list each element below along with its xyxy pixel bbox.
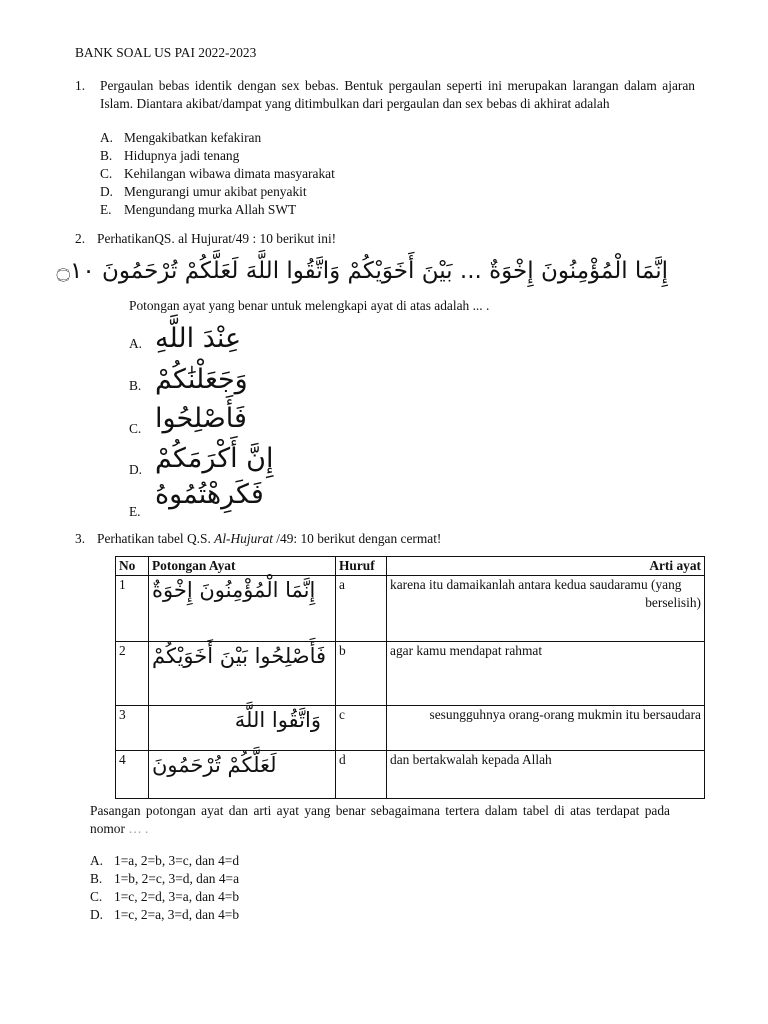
q3-number: 3. — [75, 531, 86, 546]
q1-text: Pergaulan bebas identik dengan sex bebas. Bentuk pergaulan seperti ini merupakan larangan dalam ajaran Islam. Diantara akibat/dampat yang ditimbulkan dari pergaulan dan sex bebas di akhirat adalah — [100, 78, 695, 111]
q2-option-e-letter: E. — [129, 504, 141, 519]
q2-option-b[interactable]: وَجَعَلْنَٰكُمْ — [155, 364, 248, 395]
option-text: Kehilangan wibawa dimata masyarakat — [124, 166, 335, 181]
cell-huruf: d — [336, 751, 387, 799]
q3-option-b[interactable] — [90, 870, 239, 888]
q2-option-a-letter: A. — [129, 336, 143, 351]
cell-arti: agar kamu mendapat rahmat — [387, 642, 705, 706]
option-text: 1=c, 2=d, 3=a, dan 4=b — [114, 889, 240, 904]
header-arti-ayat: Arti ayat — [387, 557, 705, 576]
q3-question-main: Pasangan potongan ayat dan arti ayat yang benar sebagaimana tertera dalam tabel di atas terdapat pada nomor — [90, 803, 670, 836]
q3-text-after: /49: 10 berikut dengan cermat! — [272, 531, 442, 546]
cell-ayat: إِنَّمَا الْمُؤْمِنُونَ إِخْوَةٌ — [152, 578, 316, 602]
q1-option-d[interactable] — [100, 183, 307, 201]
q3-text — [97, 530, 441, 548]
cell-no: 1 — [116, 576, 149, 642]
option-letter: B. — [100, 148, 113, 163]
cell-ayat: فَأَصْلِحُوا بَيْنَ أَخَوَيْكُمْ — [152, 644, 327, 668]
header-huruf: Huruf — [336, 557, 387, 576]
option-letter: D. — [100, 184, 114, 199]
q3-table — [115, 556, 705, 799]
table-row — [116, 751, 705, 799]
q3-text-italic: Al-Hujurat — [214, 531, 273, 546]
option-text: Mengakibatkan kefakiran — [124, 130, 262, 145]
q1-number: 1. — [75, 78, 86, 93]
q3-option-d[interactable] — [90, 906, 239, 924]
cell-no: 4 — [116, 751, 149, 799]
cell-arti: sesungguhnya orang-orang mukmin itu bersaudara — [387, 706, 705, 751]
q2-option-a[interactable]: عِنْدَ اللَّهِ — [155, 323, 242, 354]
q2-number: 2. — [75, 231, 86, 246]
table-row — [116, 706, 705, 751]
option-text: 1=b, 2=c, 3=d, dan 4=a — [114, 871, 240, 886]
cell-ayat: وَاتَّقُوا اللَّهَ — [234, 708, 321, 732]
q2-option-c-letter: C. — [129, 421, 142, 436]
cell-huruf: b — [336, 642, 387, 706]
table-header-row — [116, 557, 705, 576]
cell-arti: dan bertakwalah kepada Allah — [387, 751, 705, 799]
option-text: 1=c, 2=a, 3=d, dan 4=b — [114, 907, 240, 922]
option-letter: B. — [90, 871, 103, 886]
cell-huruf: a — [336, 576, 387, 642]
cell-no: 3 — [116, 706, 149, 751]
option-letter: D. — [90, 907, 104, 922]
option-text: 1=a, 2=b, 3=c, dan 4=d — [114, 853, 240, 868]
q1-option-c[interactable] — [100, 165, 335, 183]
option-letter: E. — [100, 202, 112, 217]
option-letter: A. — [90, 853, 104, 868]
q2-option-b-letter: B. — [129, 378, 142, 393]
q3-option-c[interactable] — [90, 888, 239, 906]
option-text: Hidupnya jadi tenang — [124, 148, 240, 163]
cell-arti: karena itu damaikanlah antara kedua saudaramu (yang berselisih) — [387, 576, 705, 642]
option-letter: C. — [90, 889, 103, 904]
q2-option-e[interactable]: فَكَرِهْتُمُوهُ — [155, 479, 264, 510]
q2-option-d-letter: D. — [129, 462, 143, 477]
q3-option-a[interactable] — [90, 852, 239, 870]
option-letter: A. — [100, 130, 114, 145]
option-letter: C. — [100, 166, 113, 181]
cell-no: 2 — [116, 642, 149, 706]
q2-verse: إِنَّمَا الْمُؤْمِنُونَ إِخْوَةٌ ... بَيْنَ أَخَوَيْكُمْ وَاتَّقُوا اللَّهَ لَعَلَّكُمْ تُرْحَمُونَ ۝١٠ — [56, 258, 668, 284]
q2-option-d[interactable]: إِنَّ أَكْرَمَكُمْ — [155, 443, 274, 474]
cell-ayat: لَعَلَّكُمْ تُرْحَمُونَ — [152, 753, 277, 777]
q2-prompt: Potongan ayat yang benar untuk melengkapi ayat di atas adalah ... . — [129, 298, 490, 313]
q3-question — [90, 802, 670, 838]
q3-text-before: Perhatikan tabel Q.S. — [97, 531, 215, 546]
q1-option-b[interactable] — [100, 147, 239, 165]
cell-huruf: c — [336, 706, 387, 751]
table-row — [116, 642, 705, 706]
header-potongan-ayat: Potongan Ayat — [149, 557, 336, 576]
option-text: Mengurangi umur akibat penyakit — [124, 184, 307, 199]
q1-option-a[interactable] — [100, 129, 261, 147]
q3-question-dots: … . — [124, 821, 149, 836]
q1-option-e[interactable] — [100, 201, 296, 219]
page-title: BANK SOAL US PAI 2022-2023 — [75, 45, 257, 60]
header-no: No — [116, 557, 149, 576]
q2-text: PerhatikanQS. al Hujurat/49 : 10 berikut ini! — [97, 231, 337, 246]
table-row — [116, 576, 705, 642]
q2-option-c[interactable]: فَأَصْلِحُوا — [155, 403, 247, 434]
option-text: Mengundang murka Allah SWT — [124, 202, 297, 217]
